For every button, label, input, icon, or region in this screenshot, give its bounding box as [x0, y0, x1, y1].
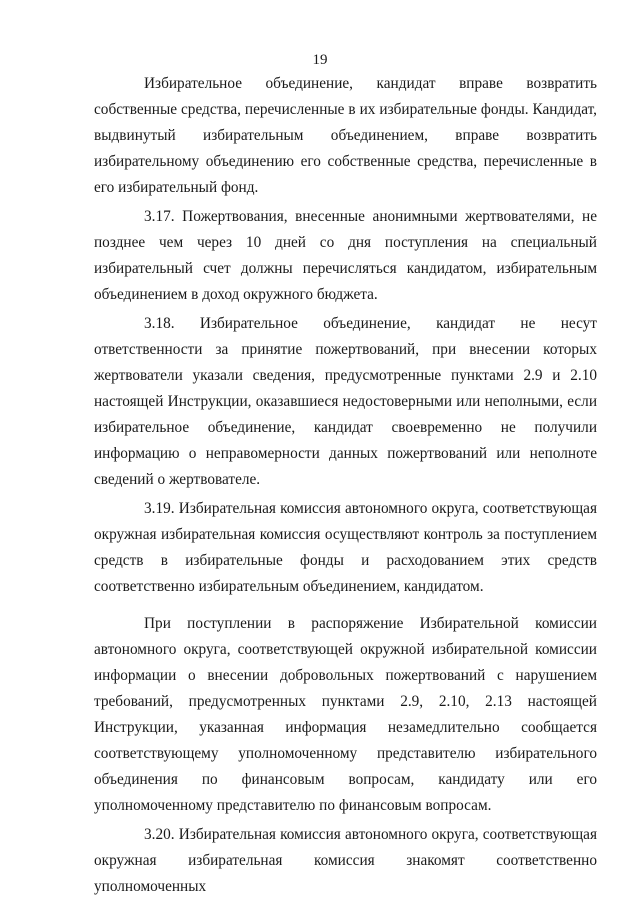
- paragraph-3-20: 3.20. Избирательная комиссия автономного округа, соответствующая окружная избирательная комиссия знакомят соответственно уполномоченных: [94, 826, 597, 895]
- paragraph-3-18: 3.18. Избирательное объединение, кандидат не несут ответственности за принятие пожертвований, при внесении которых жертвователи указали сведения, предусмотренные пунктами 2.9 и 2.10 настоящей Инструкции, оказавшиеся недостоверными или неполными, если избирательное объединение, кандидат своевременно не получили информацию о неправомерности данных пожертвований или неполноте сведений о жертвователе.: [94, 315, 597, 488]
- document-body: [94, 71, 597, 900]
- paragraph-3-19: 3.19. Избирательная комиссия автономного округа, соответствующая окружная избирательная комиссия осуществляют контроль за поступлением средств в избирательные фонды и расходованием этих средств соответственно избирательным объединением, кандидатом.: [94, 500, 597, 595]
- paragraph-violations-info: При поступлении в распоряжение Избирательной комиссии автономного округа, соответствующей окружной избирательной комиссии информации о внесении добровольных пожертвований с нарушением требований, предусмотренных пунктами 2.9, 2.10, 2.13 настоящей Инструкции, указанная информация незамедлительно сообщается соответствующему уполномоченному представителю избирательного объединения по финансовым вопросам, кандидату или его уполномоченному представителю по финансовым вопросам.: [94, 615, 597, 814]
- paragraph-3-17: 3.17. Пожертвования, внесенные анонимными жертвователями, не позднее чем через 10 дней со дня поступления на специальный избирательный счет должны перечисляться кандидатом, избирательным объединением в доход окружного бюджета.: [94, 208, 597, 303]
- paragraph-refund-own-funds: Избирательное объединение, кандидат вправе возвратить собственные средства, перечисленные в их избирательные фонды. Кандидат, выдвинутый избирательным объединением, вправе возвратить избирательному объединению его собственные средства, перечисленные в его избирательный фонд.: [94, 75, 597, 196]
- page-number: 19: [312, 52, 328, 68]
